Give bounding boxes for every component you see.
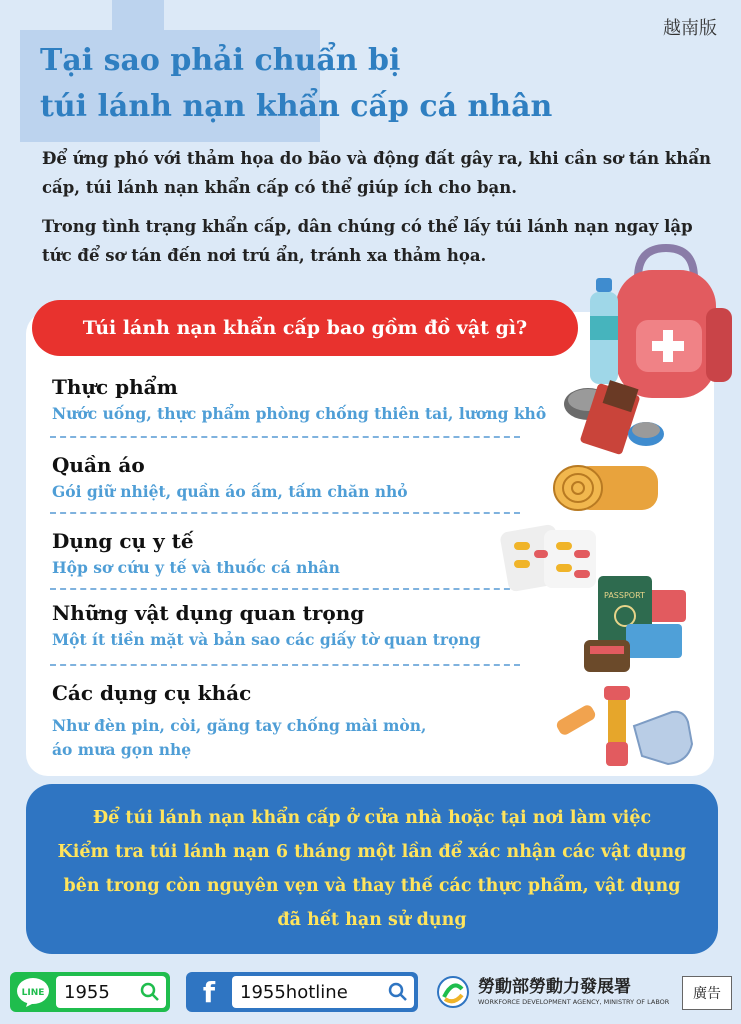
flashlight-glove-icon <box>552 682 696 770</box>
agency-name-en: WORKFORCE DEVELOPMENT AGENCY, MINISTRY OF LABOR <box>478 997 670 1006</box>
search-icon[interactable] <box>140 982 160 1002</box>
item-title: Thực phẩm <box>52 375 178 399</box>
language-tag: 越南版 <box>663 18 717 39</box>
search-icon[interactable] <box>388 982 408 1002</box>
title-line-2: túi lánh nạn khẩn cấp cá nhân <box>40 89 553 124</box>
line-id-field[interactable] <box>56 976 166 1008</box>
divider <box>50 436 520 438</box>
water-bottle-icon <box>584 276 624 386</box>
facebook-contact[interactable] <box>186 972 418 1012</box>
facebook-id-text: 1955hotline <box>240 981 348 1003</box>
food-snacks-icon <box>560 376 670 456</box>
list-item-medical <box>52 526 552 580</box>
item-title: Những vật dụng quan trọng <box>52 601 365 625</box>
item-desc-2: áo mưa gọn nhẹ <box>52 740 192 759</box>
kit-heading-text: Túi lánh nạn khẩn cấp bao gồm đồ vật gì? <box>82 317 528 339</box>
item-desc: Hộp sơ cứu y tế và thuốc cá nhân <box>52 558 340 577</box>
divider <box>50 588 520 590</box>
passport-label: PASSPORT <box>604 591 645 600</box>
intro-paragraph-1: Để ứng phó với thảm họa do bão và động đất gây ra, khi cần sơ tán khẩn cấp, túi lánh nạn khẩn cấp có thể giúp ích cho bạn. <box>42 149 712 197</box>
intro-paragraph-2: Trong tình trạng khẩn cấp, dân chúng có thể lấy túi lánh nạn ngay lập tức để sơ tán đến nơi trú ẩn, tránh xa thảm họa. <box>42 217 693 265</box>
list-item-other-tools <box>52 678 552 762</box>
line-contact[interactable] <box>10 972 170 1012</box>
title-line-1: Tại sao phải chuẩn bị <box>40 43 401 78</box>
kit-heading-pill <box>32 300 578 356</box>
item-desc: Nước uống, thực phẩm phòng chống thiên tai, lương khô <box>52 404 547 423</box>
list-item-food <box>52 372 552 426</box>
item-title: Các dụng cụ khác <box>52 681 252 705</box>
facebook-logo-text: f <box>202 975 216 1009</box>
item-desc: Một ít tiền mặt và bản sao các giấy tờ quan trọng <box>52 630 481 649</box>
notice-line-2: Kiểm tra túi lánh nạn 6 tháng một lần để xác nhận các vật dụng bên trong còn nguyên vẹn và thay thế các thực phẩm, vật dụng đã hết hạn sử dụng <box>57 842 687 930</box>
documents-passport-icon <box>582 572 690 678</box>
page-title <box>40 38 552 130</box>
agency-branding <box>436 972 686 1012</box>
item-title: Dụng cụ y tế <box>52 529 194 553</box>
item-desc: Gói giữ nhiệt, quần áo ấm, tấm chăn nhỏ <box>52 482 408 501</box>
line-id-text: 1955 <box>64 981 110 1003</box>
notice-box <box>26 784 718 954</box>
agency-logo-icon <box>436 975 470 1009</box>
list-item-important-items <box>52 598 552 652</box>
divider <box>50 512 520 514</box>
ad-label: 廣告 <box>682 976 732 1010</box>
blanket-roll-icon <box>550 462 662 514</box>
notice-line-1: Để túi lánh nạn khẩn cấp ở cửa nhà hoặc tại nơi làm việc <box>92 808 652 828</box>
list-item-clothing <box>52 450 552 504</box>
line-icon <box>14 976 52 1008</box>
agency-name-zh: 勞動部勞動力發展署 <box>478 976 631 997</box>
item-desc: Như đèn pin, còi, găng tay chống mài mòn, <box>52 716 427 735</box>
item-title: Quần áo <box>52 453 145 477</box>
divider <box>50 664 520 666</box>
line-logo-text: LINE <box>21 988 45 998</box>
facebook-icon <box>190 976 228 1008</box>
facebook-id-field[interactable] <box>232 976 414 1008</box>
